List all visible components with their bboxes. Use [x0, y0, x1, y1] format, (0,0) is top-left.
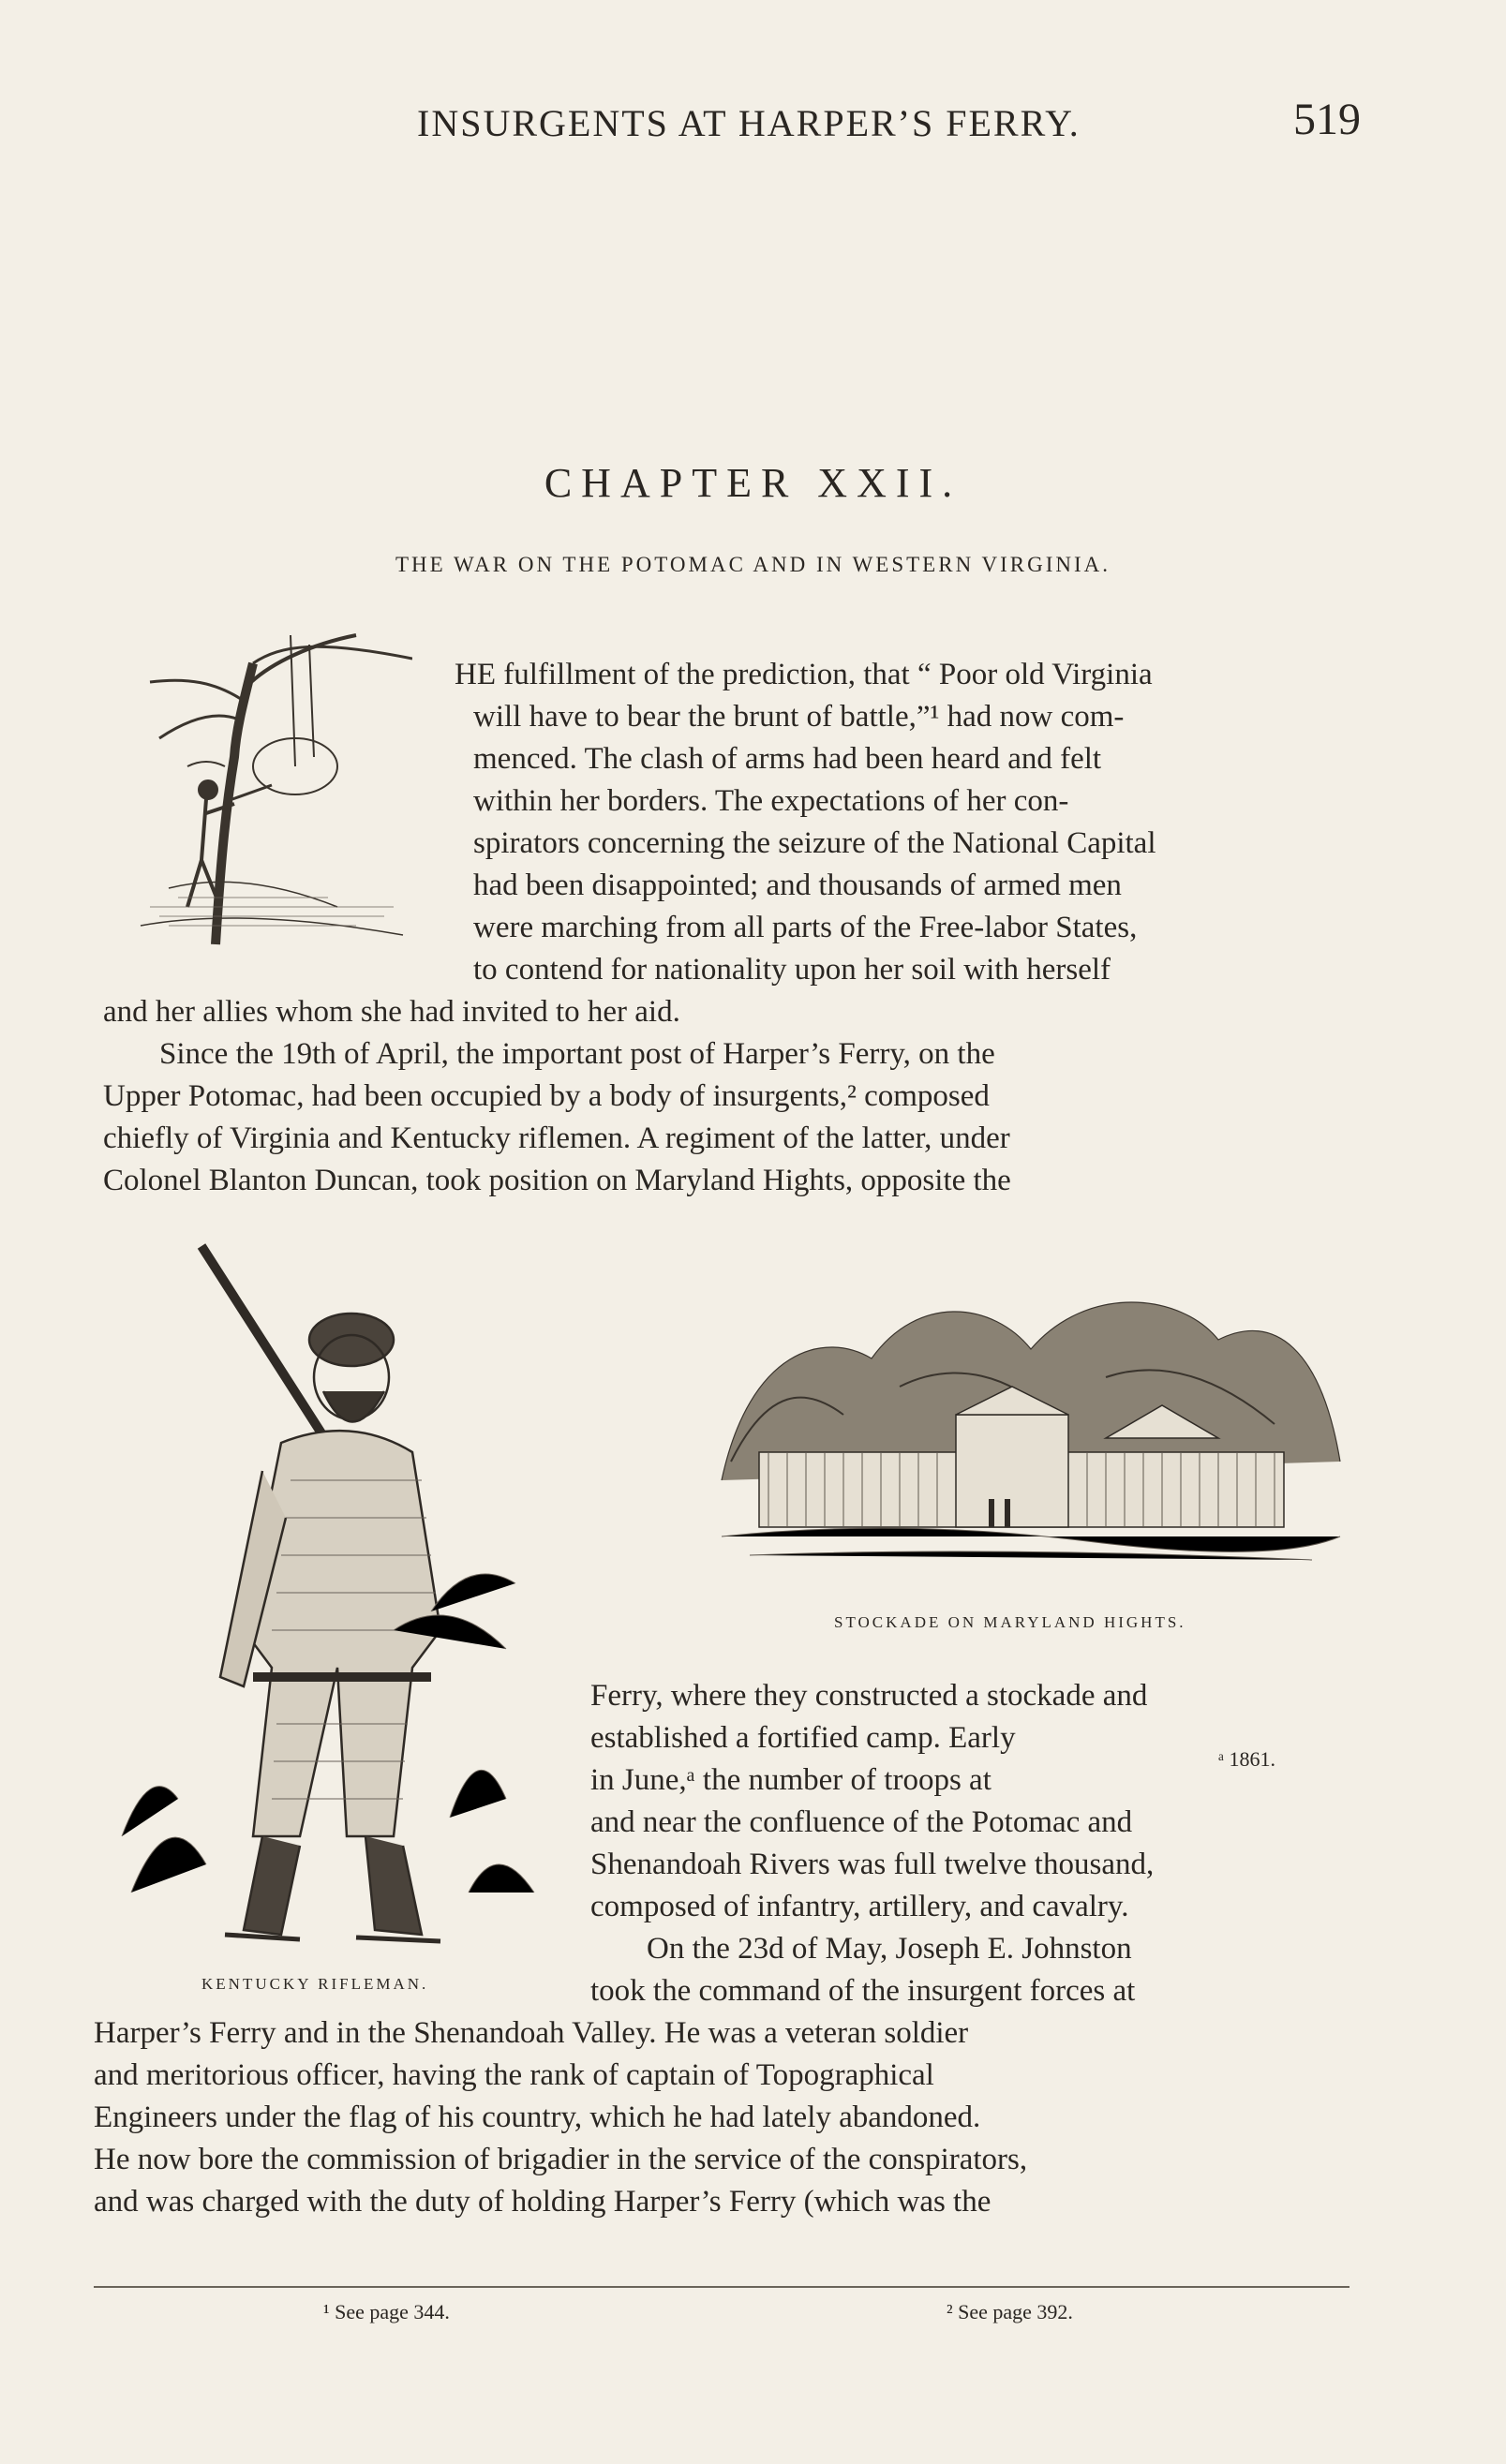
- rifleman-caption: KENTUCKY RIFLEMAN.: [201, 1975, 429, 1993]
- text-line: took the command of the insurgent forces at: [590, 1974, 1136, 2008]
- text-line: Upper Potomac, had been occupied by a body of insurgents,² composed: [103, 1079, 990, 1113]
- text-line: He now bore the commission of brigadier in the service of the conspirators,: [94, 2143, 1028, 2176]
- text-line: Shenandoah Rivers was full twelve thousand,: [590, 1848, 1155, 1881]
- stockade-caption: STOCKADE ON MARYLAND HIGHTS.: [834, 1613, 1186, 1631]
- rifleman-drawing: [112, 1237, 544, 1967]
- text-line: within her borders. The expectations of her con-: [473, 784, 1069, 818]
- chapter-subtitle: THE WAR ON THE POTOMAC AND IN WESTERN VIRGINIA.: [395, 553, 1111, 576]
- text-line: in June,ᵃ the number of troops at: [590, 1763, 992, 1797]
- text-line: Engineers under the flag of his country, which he had lately abandoned.: [94, 2100, 981, 2134]
- footnote-1: ¹ See page 344.: [323, 2300, 450, 2323]
- text-line: and her allies whom she had invited to her aid.: [103, 995, 680, 1029]
- text-line: were marching from all parts of the Free-labor States,: [473, 911, 1138, 944]
- text-line: Since the 19th of April, the important post of Harper’s Ferry, on the: [159, 1037, 995, 1071]
- running-title: INSURGENTS AT HARPER’S FERRY.: [417, 102, 1081, 144]
- tree-soldier-drawing: [131, 626, 412, 963]
- text-line: to contend for nationality upon her soil with herself: [473, 953, 1111, 987]
- text-line: and was charged with the duty of holding Harper’s Ferry (which was the: [94, 2185, 992, 2219]
- text-line: Colonel Blanton Duncan, took position on Maryland Hights, opposite the: [103, 1164, 1011, 1197]
- stockade-illustration: [712, 1274, 1349, 1574]
- text-line: On the 23d of May, Joseph E. Johnston: [647, 1932, 1132, 1966]
- text-line: spirators concerning the seizure of the National Capital: [473, 826, 1156, 860]
- text-line: and meritorious officer, having the rank of captain of Topographical: [94, 2058, 934, 2092]
- drop-cap-illustration: [131, 626, 412, 963]
- text-line: established a fortified camp. Early: [590, 1721, 1016, 1755]
- footnote-rule: [94, 2286, 1349, 2288]
- margin-date-note: ᵃ 1861.: [1218, 1747, 1276, 1771]
- text-line: menced. The clash of arms had been heard and felt: [473, 742, 1102, 776]
- text-line: HE fulfillment of the prediction, that “ Poor old Virginia: [455, 658, 1153, 691]
- text-line: Ferry, where they constructed a stockade and: [590, 1679, 1148, 1713]
- text-line: chiefly of Virginia and Kentucky riflemen. A regiment of the latter, under: [103, 1121, 1010, 1155]
- chapter-title: CHAPTER XXII.: [544, 460, 962, 506]
- text-line: had been disappointed; and thousands of armed men: [473, 868, 1122, 902]
- footnote-2: ² See page 392.: [947, 2300, 1073, 2323]
- text-line: will have to bear the brunt of battle,”¹ had now com-: [473, 700, 1125, 734]
- rifleman-illustration: [112, 1237, 544, 1967]
- stockade-drawing: [712, 1274, 1349, 1574]
- text-line: and near the confluence of the Potomac and: [590, 1805, 1133, 1839]
- text-line: composed of infantry, artillery, and cavalry.: [590, 1890, 1129, 1923]
- page-number: 519: [1293, 95, 1361, 144]
- text-line: Harper’s Ferry and in the Shenandoah Valley. He was a veteran soldier: [94, 2016, 969, 2050]
